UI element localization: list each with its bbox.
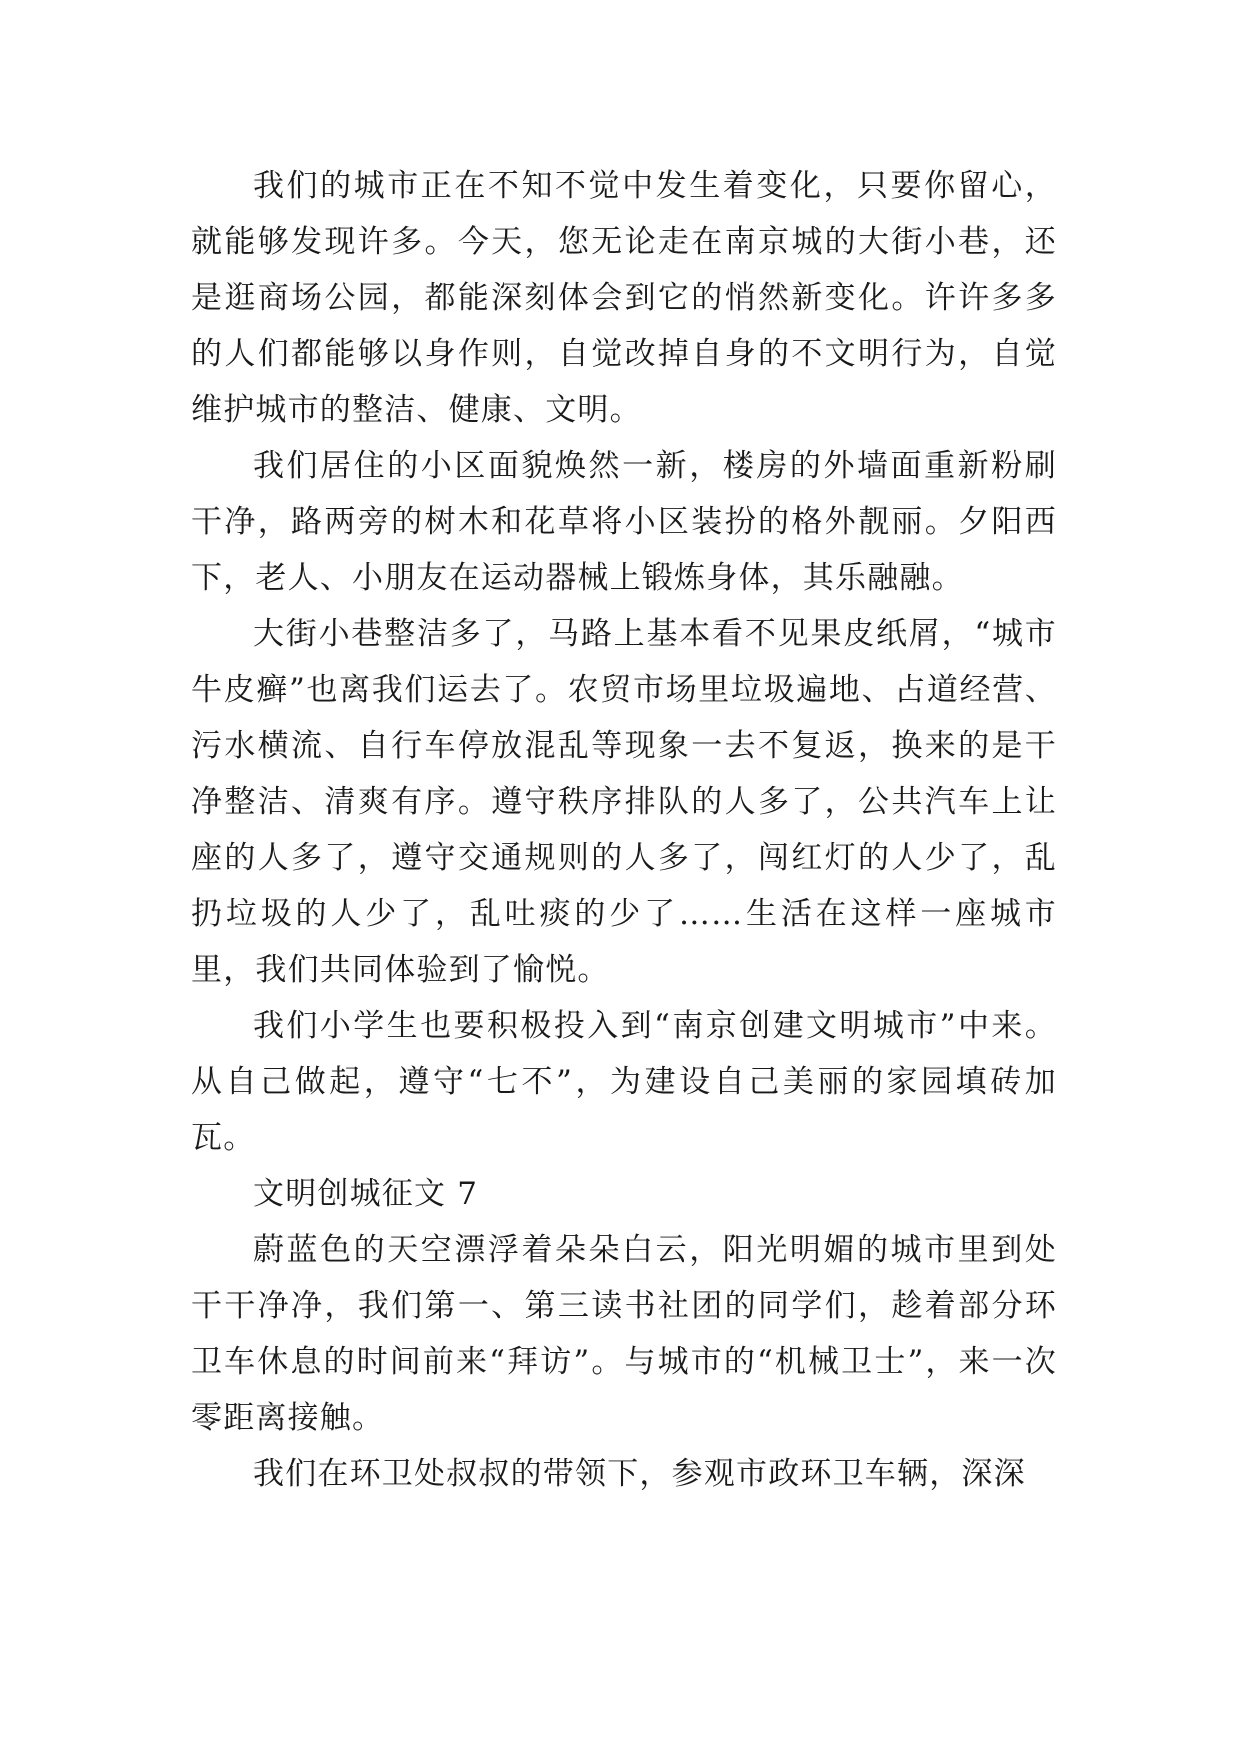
document-body xyxy=(191,158,1057,1502)
paragraph-residential-area: 我们居住的小区面貌焕然一新，楼房的外墙面重新粉刷干净，路两旁的树木和花草将小区装扮的格外靓丽。夕阳西下，老人、小朋友在运动器械上锻炼身体，其乐融融。 xyxy=(191,448,1057,596)
essay-heading: 文明创城征文 7 xyxy=(253,1176,479,1212)
paragraph-tour-vehicles: 我们在环卫处叔叔的带领下，参观市政环卫车辆，深深 xyxy=(253,1456,1026,1492)
paragraph-city-changes: 我们的城市正在不知不觉中发生着变化，只要你留心，就能够发现许多。今天，您无论走在南京城的大街小巷，还是逛商场公园，都能深刻体会到它的悄然新变化。许许多多的人们都能够以身作则，自觉改掉自身的不文明行为，自觉维护城市的整洁、健康、文明。 xyxy=(191,168,1057,428)
paragraph-students-join: 我们小学生也要积极投入到“南京创建文明城市”中来。从自己做起，遵守“七不”，为建设自己美丽的家园填砖加瓦。 xyxy=(191,1008,1057,1156)
paragraph-streets-clean: 大街小巷整洁多了，马路上基本看不见果皮纸屑，“城市牛皮癣”也离我们运去了。农贸市场里垃圾遍地、占道经营、污水横流、自行车停放混乱等现象一去不复返，换来的是干净整洁、清爽有序。遵守秩序排队的人多了，公共汽车上让座的人多了，遵守交通规则的人多了，闯红灯的人少了，乱扔垃圾的人少了，乱吐痰的少了……生活在这样一座城市里，我们共同体验到了愉悦。 xyxy=(191,616,1057,988)
paragraph-sanitation-visit: 蔚蓝色的天空漂浮着朵朵白云，阳光明媚的城市里到处干干净净，我们第一、第三读书社团的同学们，趁着部分环卫车休息的时间前来“拜访”。与城市的“机械卫士”，来一次零距离接触。 xyxy=(191,1232,1057,1436)
